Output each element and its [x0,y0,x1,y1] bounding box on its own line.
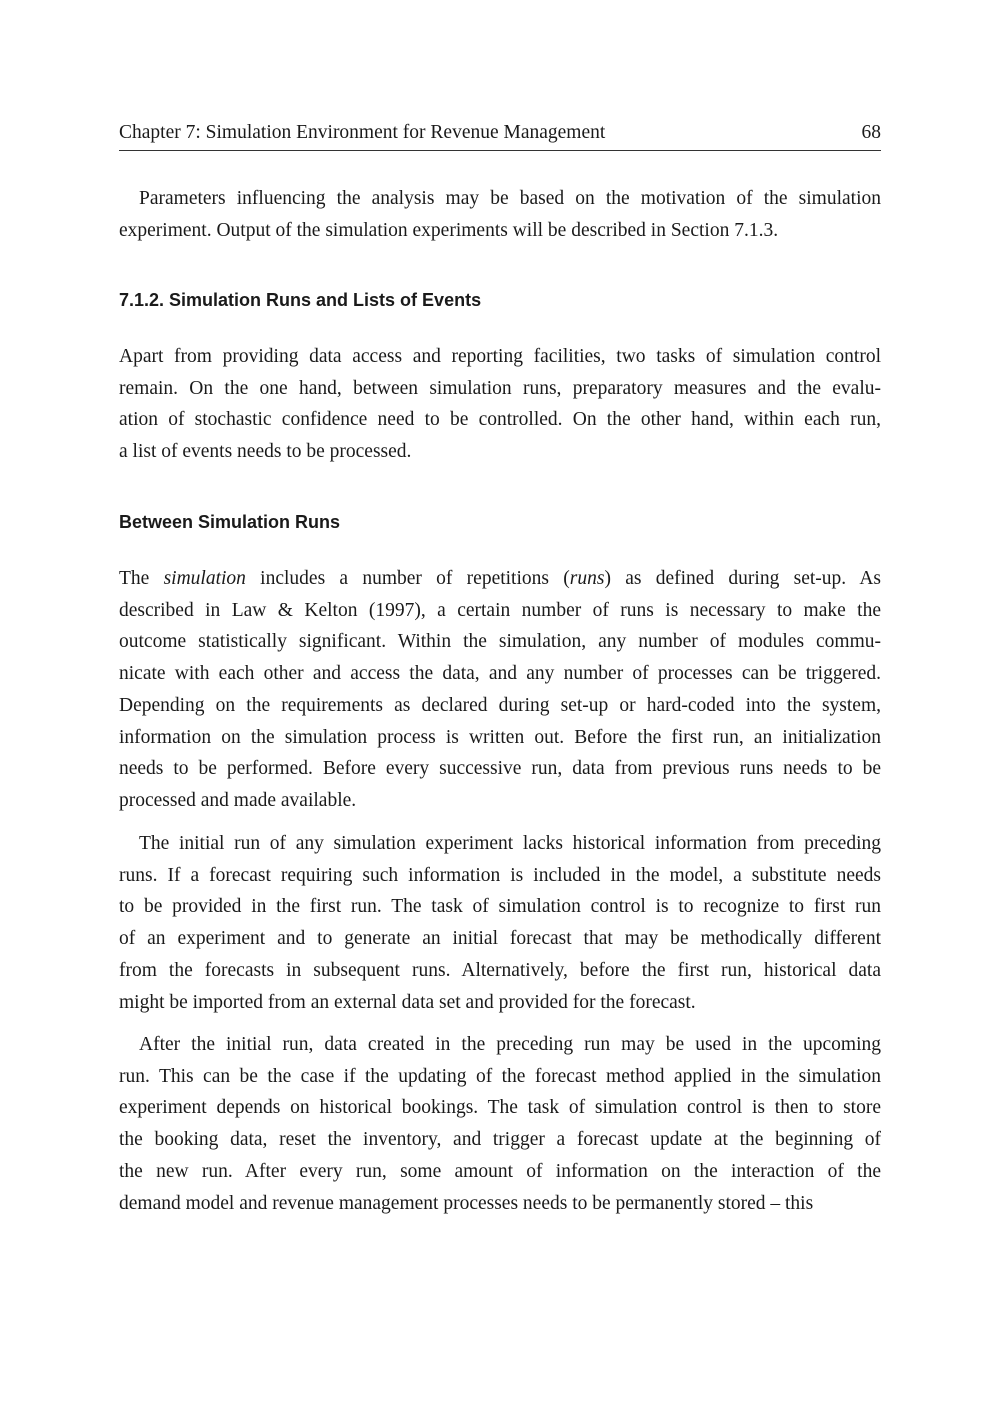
paragraph-2-line [119,344,881,370]
text-run: nicate with each other and access the data, and any number of processes can be triggered. [119,663,881,685]
paragraph-5-line [119,1032,881,1058]
paragraph-3-line [119,661,881,687]
emphasized-term: simulation [163,568,246,589]
paragraph-2-line [119,376,881,402]
text-run: Parameters influencing the analysis may be based on the motivation of the simulation [139,188,881,209]
paragraph-2-line [119,407,881,433]
text-run: Apart from providing data access and reporting facilities, two tasks of simulation control [119,346,881,367]
paragraph-5-line [119,1127,881,1153]
paragraph-4-line [119,990,881,1016]
paragraph-3-line [119,629,881,655]
paragraph-3-line [119,756,881,782]
paragraph-4-line [119,894,881,920]
text-run: ) as defined during set-up. As [604,568,881,589]
paragraph-4-line [119,926,881,952]
paragraph-1-line [119,218,881,244]
text-run: to be provided in the first run. The task of simulation control is to recognize to first run [119,896,881,918]
paragraph-1-line [119,186,881,212]
text-run: a list of events needs to be processed. [119,441,412,463]
text-run: processed and made available. [119,789,357,811]
text-run: outcome statistically significant. Within the simulation, any number of modules commu- [119,631,881,653]
text-run: needs to be performed. Before every successive run, data from previous runs needs to be [119,758,881,780]
text-run: demand model and revenue management processes needs to be permanently stored – this [119,1192,814,1214]
text-run: The initial run of any simulation experiment lacks historical information from preceding [139,833,881,854]
text-run: run. This can be the case if the updating of the forecast method applied in the simulation [119,1065,881,1087]
text-run: of an experiment and to generate an initial forecast that may be methodically different [119,928,881,950]
text-run: runs. If a forecast requiring such information is included in the model, a substitute needs [119,864,881,886]
subsection-heading: Between Simulation Runs [119,512,341,532]
text-run: from the forecasts in subsequent runs. Alternatively, before the first run, historical data [119,959,881,981]
page-number: 68 [861,122,881,143]
text-run: The [119,568,164,589]
paragraph-5-line [119,1159,881,1185]
paragraph-2-line [119,439,881,465]
text-run: described in Law & Kelton (1997), a certain number of runs is necessary to make the [119,599,881,621]
paragraph-3-line [119,598,881,624]
text-run: Depending on the requirements as declared during set-up or hard-coded into the system, [119,694,881,716]
paragraph-5-line [119,1064,881,1090]
paragraph-3-line [119,788,881,814]
text-run: After the initial run, data created in the preceding run may be used in the upcoming [139,1034,881,1055]
text-run: the booking data, reset the inventory, and trigger a forecast update at the beginning of [119,1129,881,1151]
text-run: experiment depends on historical bookings. The task of simulation control is then to store [119,1097,881,1119]
paragraph-3-line [119,566,881,592]
text-run: ation of stochastic confidence need to be controlled. On the other hand, within each run, [119,409,881,431]
paragraph-5-line [119,1191,881,1217]
chapter-title: Chapter 7: Simulation Environment for Revenue Management [119,122,606,143]
text-run: information on the simulation process is written out. Before the first run, an initialization [119,726,881,748]
text-run: the new run. After every run, some amount of information on the interaction of the [119,1160,881,1182]
paragraph-3-line [119,693,881,719]
paragraph-4-line [119,831,881,857]
text-run: experiment. Output of the simulation experiments will be described in Section 7.1.3. [119,219,779,241]
paragraph-4-line [119,863,881,889]
section-heading: 7.1.2. Simulation Runs and Lists of Events [119,290,482,310]
paragraph-5-line [119,1095,881,1121]
paragraph-3-line [119,725,881,751]
paragraph-4-line [119,958,881,984]
emphasized-term: runs [569,568,605,589]
text-run: remain. On the one hand, between simulation runs, preparatory measures and the evalu- [119,377,881,399]
text-run: might be imported from an external data set and provided for the forecast. [119,991,696,1013]
text-run: includes a number of repetitions ( [245,568,570,589]
running-header [119,122,881,151]
